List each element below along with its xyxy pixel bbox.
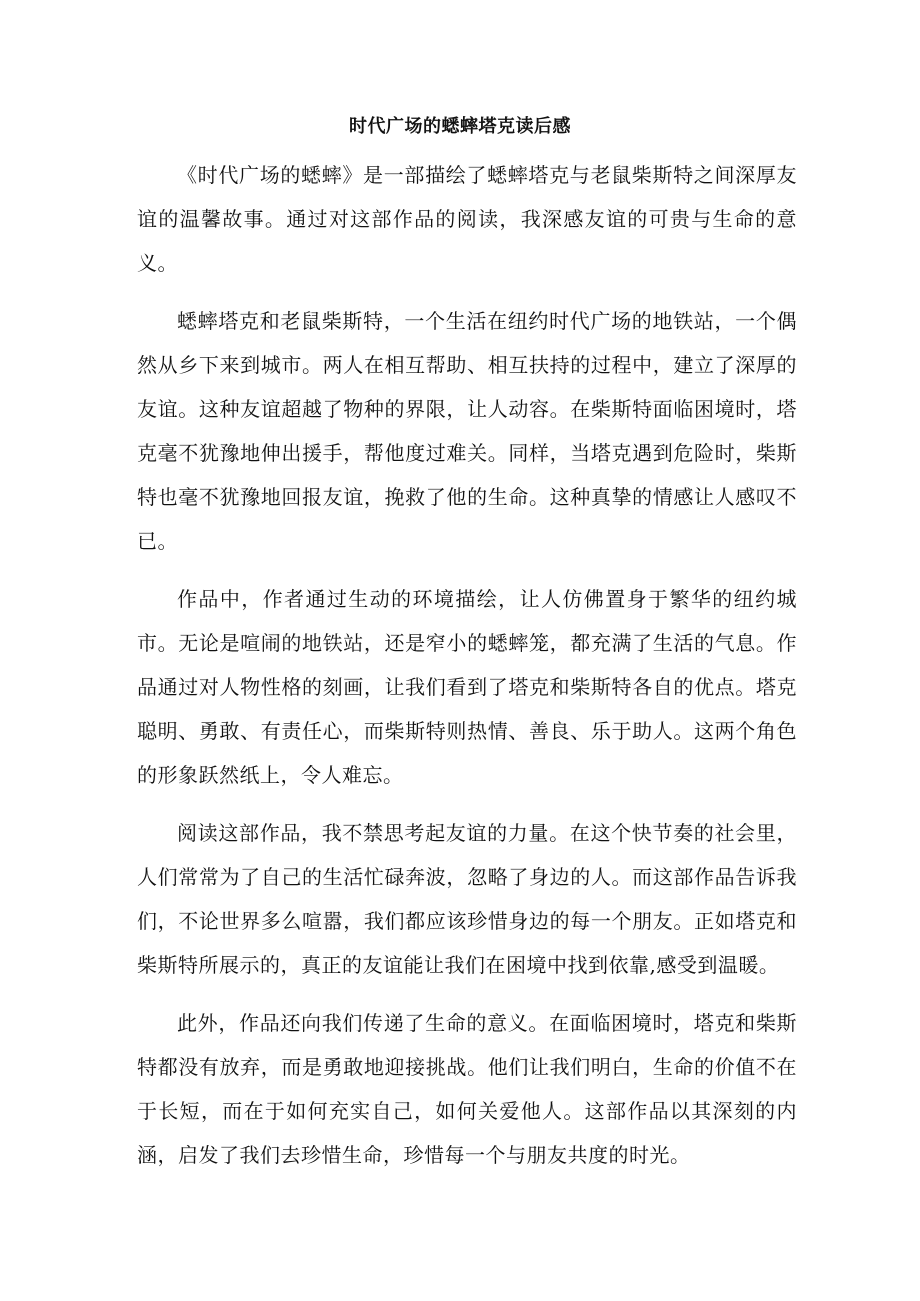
paragraph-3: 作品中，作者通过生动的环境描绘，让人仿佛置身于繁华的纽约城市。无论是喧闹的地铁站，还是窄小的蟋蟀笼，都充满了生活的气息。作品通过对人物性格的刻画，让我们看到了塔克和柴斯特各自的优点。塔克聪明、勇敢、有责任心，而柴斯特则热情、善良、乐于助人。这两个角色的形象跃然纸上，令人难忘。 <box>137 587 797 787</box>
paragraph-4: 阅读这部作品，我不禁思考起友谊的力量。在这个快节奏的社会里，人们常常为了自己的生活忙碌奔波，忽略了身边的人。而这部作品告诉我们，不论世界多么喧嚣，我们都应该珍惜身边的每一个朋友。正如塔克和柴斯特所展示的，真正的友谊能让我们在困境中找到依靠,感受到温暖。 <box>137 821 797 977</box>
paragraph-2: 蟋蟀塔克和老鼠柴斯特，一个生活在纽约时代广场的地铁站，一个偶然从乡下来到城市。两人在相互帮助、相互扶持的过程中，建立了深厚的友谊。这种友谊超越了物种的界限，让人动容。在柴斯特面临困境时，塔克毫不犹豫地伸出援手，帮他度过难关。同样，当塔克遇到危险时，柴斯特也毫不犹豫地回报友谊，挽救了他的生命。这种真挚的情感让人感叹不已。 <box>137 309 797 553</box>
document-title: 时代广场的蟋蟀塔克读后感 <box>349 116 571 137</box>
paragraph-5: 此外，作品还向我们传递了生命的意义。在面临困境时，塔克和柴斯特都没有放弃，而是勇敢地迎接挑战。他们让我们明白，生命的价值不在于长短，而在于如何充实自己，如何关爱他人。这部作品以其深刻的内涵，启发了我们去珍惜生命，珍惜每一个与朋友共度的时光。 <box>137 1011 797 1167</box>
document-body <box>137 153 797 1191</box>
paragraph-1: 《时代广场的蟋蟀》是一部描绘了蟋蟀塔克与老鼠柴斯特之间深厚友谊的温馨故事。通过对这部作品的阅读，我深感友谊的可贵与生命的意义。 <box>137 163 797 275</box>
